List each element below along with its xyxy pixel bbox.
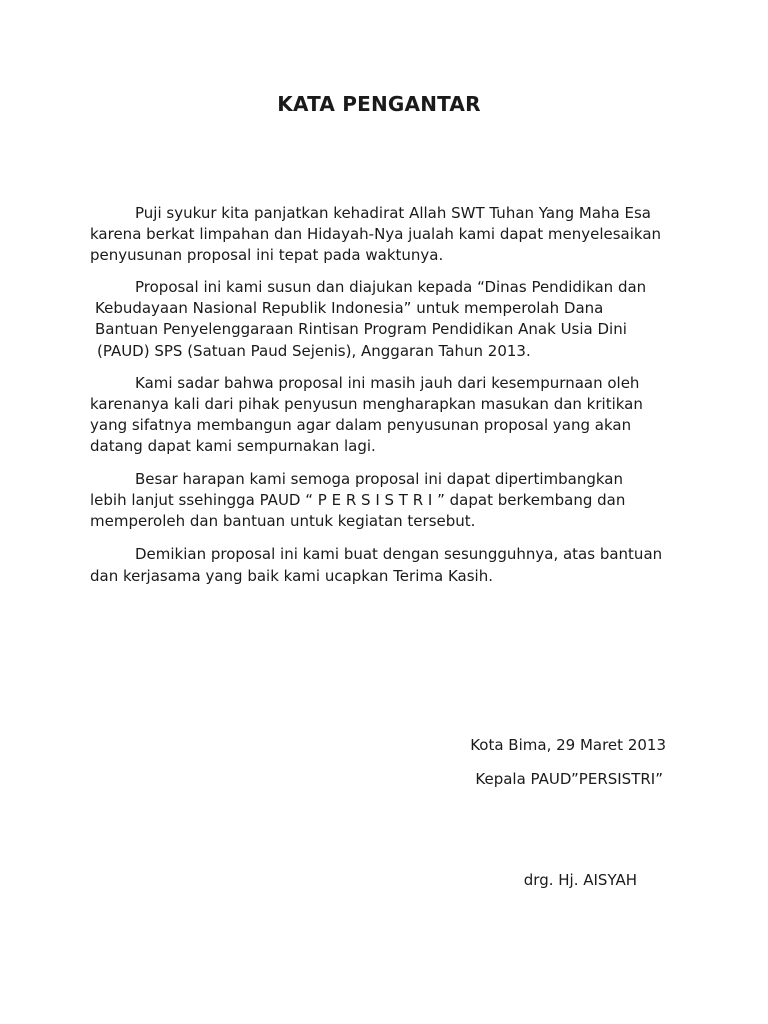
paragraph-2-line-3: Bantuan Penyelenggaraan Rintisan Program Pendidikan Anak Usia Dini (95, 320, 627, 338)
paragraph-5-line-1: Demikian proposal ini kami buat dengan sesungguhnya, atas bantuan (135, 545, 663, 563)
paragraph-4-line-3: memperoleh dan bantuan untuk kegiatan tersebut. (90, 512, 476, 530)
paragraph-1-line-3: penyusunan proposal ini tepat pada waktunya. (90, 246, 444, 264)
paragraph-2-line-2: Kebudayaan Nasional Republik Indonesia” untuk memperolah Dana (95, 299, 604, 317)
signature-position: Kepala PAUD”PERSISTRI” (475, 770, 663, 788)
paragraph-2-line-4: (PAUD) SPS (Satuan Paud Sejenis), Anggaran Tahun 2013. (97, 342, 531, 360)
signature-name: drg. Hj. AISYAH (523, 871, 637, 889)
paragraph-1-line-1: Puji syukur kita panjatkan kehadirat Allah SWT Tuhan Yang Maha Esa (135, 204, 651, 222)
page-title: KATA PENGANTAR (277, 92, 481, 116)
paragraph-3-line-1: Kami sadar bahwa proposal ini masih jauh dari kesempurnaan oleh (135, 374, 640, 392)
paragraph-3-line-4: datang dapat kami sempurnakan lagi. (90, 437, 376, 455)
paragraph-5-line-2: dan kerjasama yang baik kami ucapkan Terima Kasih. (90, 567, 493, 585)
paragraph-4-line-2: lebih lanjut ssehingga PAUD “ P E R S I S T R I ” dapat berkembang dan (90, 491, 626, 509)
signature-place-date: Kota Bima, 29 Maret 2013 (470, 736, 666, 754)
paragraph-3-line-2: karenanya kali dari pihak penyusun mengharapkan masukan dan kritikan (90, 395, 643, 413)
paragraph-1-line-2: karena berkat limpahan dan Hidayah-Nya jualah kami dapat menyelesaikan (90, 225, 662, 243)
paragraph-4-line-1: Besar harapan kami semoga proposal ini dapat dipertimbangkan (135, 470, 623, 488)
paragraph-3-line-3: yang sifatnya membangun agar dalam penyusunan proposal yang akan (90, 416, 632, 434)
paragraph-2-line-1: Proposal ini kami susun dan diajukan kepada “Dinas Pendidikan dan (135, 278, 647, 296)
